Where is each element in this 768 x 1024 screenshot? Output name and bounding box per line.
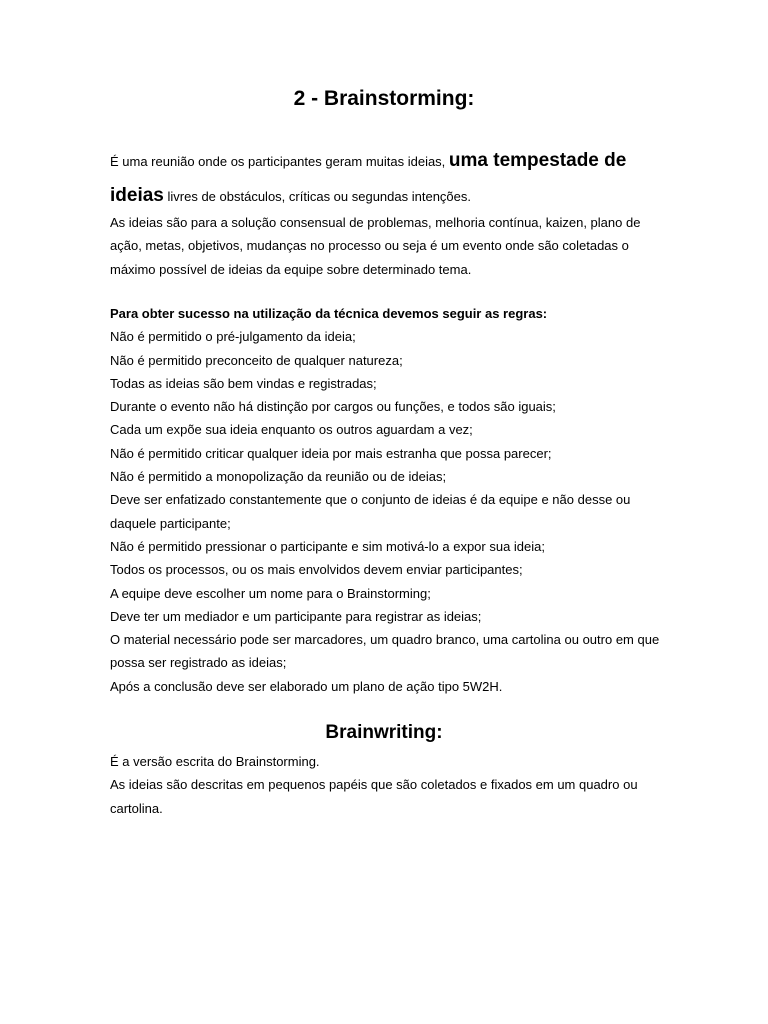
rule-item: O material necessário pode ser marcadores, um quadro branco, uma cartolina ou outro em que possa ser registrado as ideias; [110, 632, 660, 671]
brainwriting-line: É a versão escrita do Brainstorming. [110, 754, 320, 769]
rule-item: Após a conclusão deve ser elaborado um plano de ação tipo 5W2H. [110, 678, 503, 694]
rule-item: Deve ter um mediador e um participante para registrar as ideias; [110, 608, 482, 624]
rule-item: Cada um expõe sua ideia enquanto os outros aguardam a vez; [110, 422, 473, 438]
intro-text-pre: É uma reunião onde os participantes geram muitas ideias, [110, 154, 446, 169]
rules-list [110, 302, 660, 698]
rule-item: Não é permitido pressionar o participante e sim motivá-lo a expor sua ideia; [110, 538, 545, 554]
rules-title: Para obter sucesso na utilização da técnica devemos seguir as regras: [110, 306, 548, 321]
rule-item: Durante o evento não há distinção por cargos ou funções, e todos são iguais; [110, 399, 556, 415]
rule-item: Todas as ideias são bem vindas e registradas; [110, 375, 377, 391]
rule-item: Não é permitido a monopolização da reunião ou de ideias; [110, 469, 447, 485]
intro-text-post: livres de obstáculos, críticas ou segundas intenções. [167, 189, 472, 204]
section-heading-brainstorming: 2 - Brainstorming: [293, 87, 475, 110]
description-paragraph: As ideias são para a solução consensual de problemas, melhoria contínua, kaizen, plano de ação, metas, objetivos, mudanças no processo ou seja é um evento onde são coletadas o máximo possível de ideias da equipe sobre determinado tema. [110, 215, 641, 277]
section-heading-brainwriting: Brainwriting: [325, 722, 443, 743]
rule-item: Não é permitido preconceito de qualquer natureza; [110, 352, 403, 368]
rule-item: Deve ser enfatizado constantemente que o conjunto de ideias é da equipe e não desse ou daquele participante; [110, 492, 631, 531]
intro-paragraph [110, 144, 660, 214]
rule-item: Todos os processos, ou os mais envolvidos devem enviar participantes; [110, 562, 523, 578]
intro-emphasis: uma tempestade de ideias [110, 150, 627, 206]
brainwriting-line: As ideias são descritas em pequenos papéis que são coletados e fixados em um quadro ou cartolina. [110, 777, 638, 816]
rule-item: Não é permitido criticar qualquer ideia por mais estranha que possa parecer; [110, 445, 552, 461]
rule-item: Não é permitido o pré-julgamento da ideia; [110, 329, 356, 345]
brainwriting-paragraph [110, 750, 660, 820]
rule-item: A equipe deve escolher um nome para o Brainstorming; [110, 585, 431, 601]
